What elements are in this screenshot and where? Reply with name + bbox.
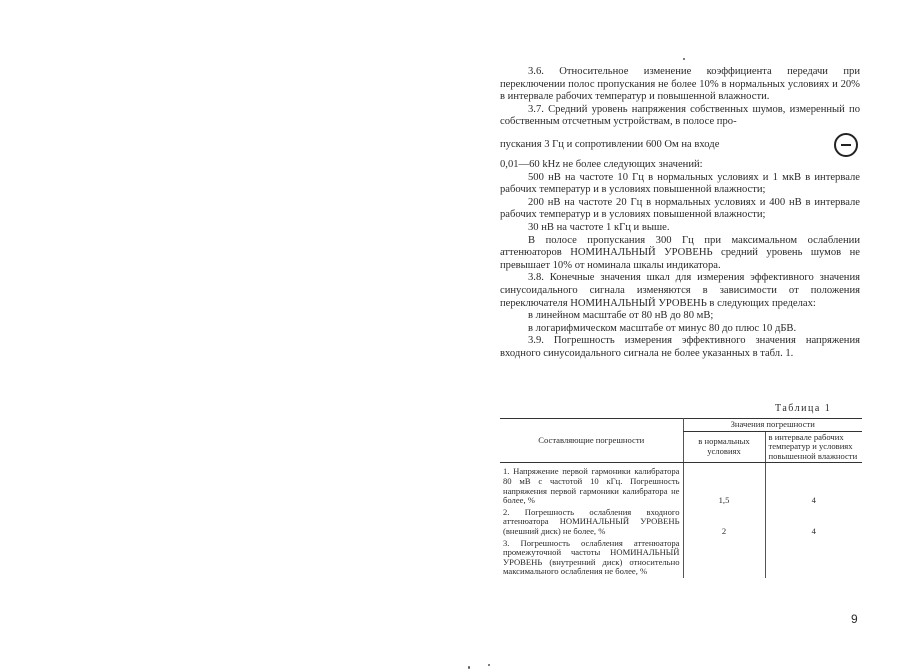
error-table — [500, 418, 862, 578]
paragraph-3-7-range: 0,01—60 kHz не более следующих значений: — [500, 158, 703, 170]
row-normal-value — [683, 538, 765, 578]
page-number: 9 — [851, 612, 858, 626]
paragraph-noise-300hz: В полосе пропускания 300 Гц при максимальном ослаблении аттенюаторов НОМИНАЛЬНЫЙ УРОВЕНЬ средний уровень шумов не превышает 10% от номинала шкалы индикатора. — [500, 234, 860, 271]
row-range-value — [765, 538, 862, 578]
paragraph-3-6: 3.6. Относительное изменение коэффициента передачи при переключении полос пропускания не более 10% в нормальных условиях и 20% в интервале рабочих температур и повышенной влажности. — [500, 66, 860, 103]
paragraph-linear-scale: в линейном масштабе от 80 нВ до 80 мВ; — [528, 310, 714, 322]
paragraph-noise-20hz: 200 нВ на частоте 20 Гц в нормальных условиях и 400 нВ в интервале рабочих температур и в условиях повышенной влажности; — [500, 196, 860, 221]
header-component: Составляющие погрешности — [500, 419, 683, 463]
paragraph-noise-10hz: 500 нВ на частоте 10 Гц в нормальных условиях и 1 мкВ в интервале рабочих температур и в условиях повышенной влажности; — [500, 171, 860, 196]
header-error-values: Значения погрешности — [683, 419, 862, 432]
row-normal-value: 2 — [683, 507, 765, 538]
row-component: 3. Погрешность ослабления аттенюатора промежуточной частоты НОМИНАЛЬНЫЙ УРОВЕНЬ (внутренний диск) относительно максимального ослабления не более, % — [503, 537, 680, 577]
table-row — [500, 507, 862, 538]
paragraph-3-9: 3.9. Погрешность измерения эффективного значения напряжения входного синусоидального сигнала не более указанных в табл. 1. — [500, 335, 860, 359]
paragraph-3-7-line — [500, 133, 860, 157]
table-row — [500, 463, 862, 507]
paragraph-noise-1khz: 30 нВ на частоте 1 кГц и выше. — [528, 221, 670, 233]
header-range-conditions: в интервале рабочих температур и условиях повышенной влажности — [765, 431, 862, 463]
row-range-value: 4 — [765, 463, 862, 507]
table-row — [500, 538, 862, 578]
scan-speck — [488, 664, 490, 666]
body-text — [500, 66, 860, 360]
row-range-value: 4 — [765, 507, 862, 538]
header-normal-conditions: в нормальных условиях — [683, 431, 765, 463]
row-component: 2. Погрешность ослабления входного аттенюатора НОМИНАЛЬНЫЙ УРОВЕНЬ (внешний диск) не более, % — [503, 506, 680, 536]
scan-speck — [468, 666, 470, 669]
paragraph-log-scale: в логарифмическом масштабе от минус 80 до плюс 10 дБВ. — [528, 322, 797, 334]
circle-minus-icon — [834, 133, 858, 157]
row-normal-value: 1,5 — [683, 463, 765, 507]
scan-speck — [683, 58, 685, 60]
paragraph-3-8: 3.8. Конечные значения шкал для измерения эффективного значения синусоидального сигнала изменяются в зависимости от положения переключателя НОМИНАЛЬНЫЙ УРОВЕНЬ в следующих пределах: — [500, 272, 860, 309]
table-caption: Таблица 1 — [775, 403, 832, 414]
paragraph-3-7-continued: пускания 3 Гц и сопротивлении 600 Ом на входе — [500, 138, 720, 150]
paragraph-3-7: 3.7. Средний уровень напряжения собственных шумов, измеренный по собственным отсчетным устройствам, в полосе про- — [500, 103, 860, 128]
row-component: 1. Напряжение первой гармоники калибратора 80 мВ с частотой 10 кГц. Погрешность напряжения первой гармоники калибратора не более, % — [503, 466, 680, 506]
